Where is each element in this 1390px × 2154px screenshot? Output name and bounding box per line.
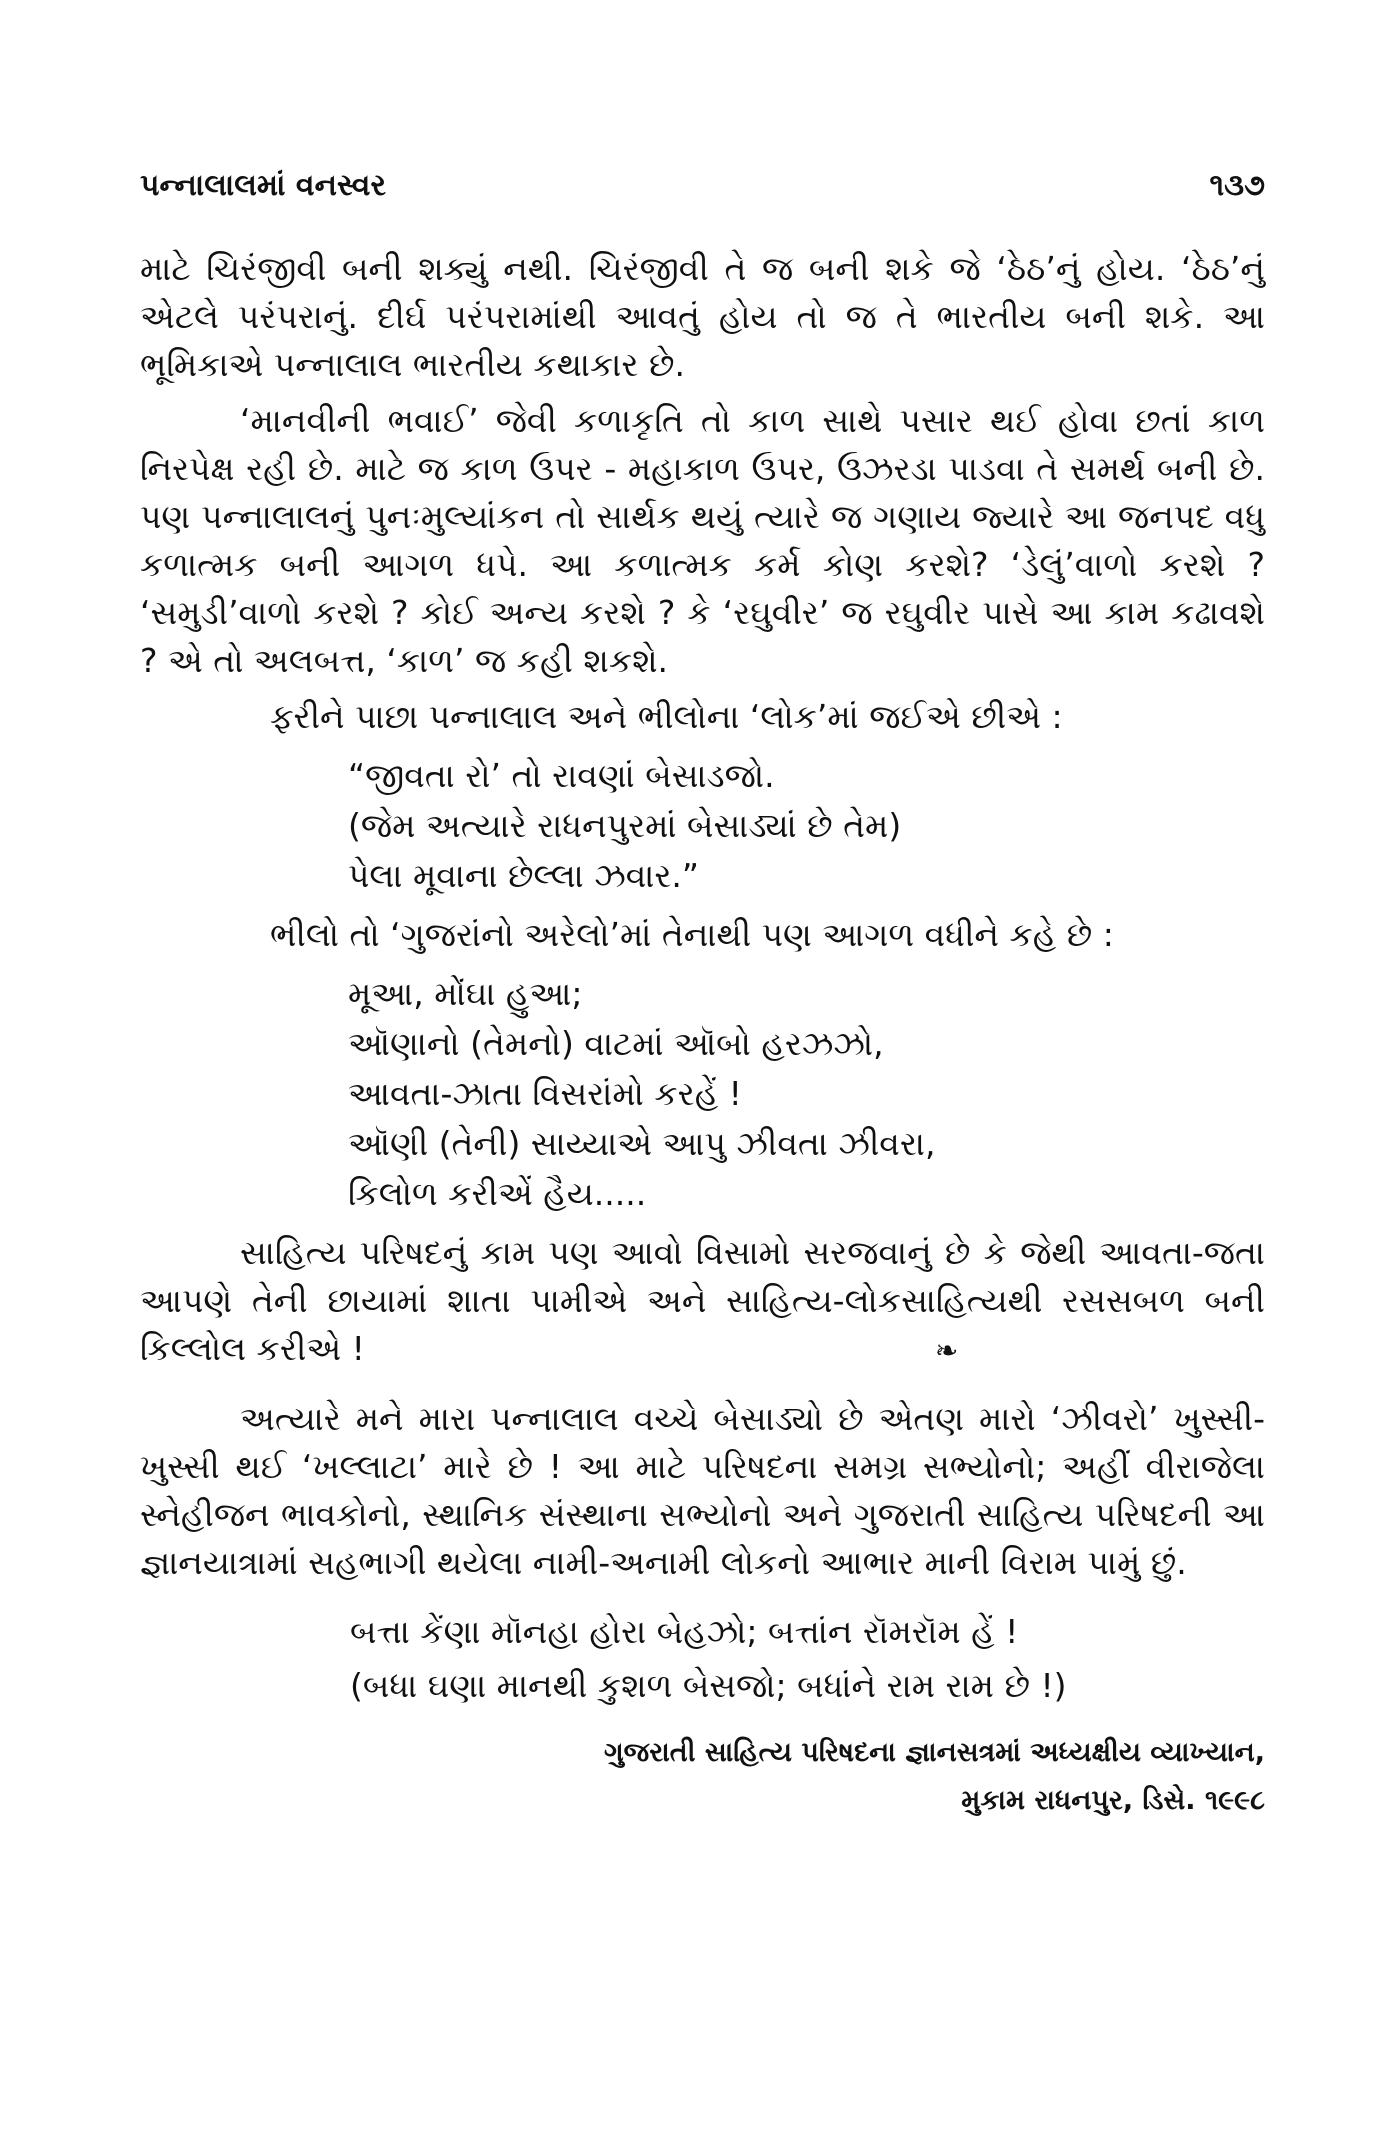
verse-line: આવતા-ઝાતા વિસરાંમો કરહેં ! xyxy=(348,1074,742,1113)
book-page xyxy=(140,0,1265,2154)
verse-line: “જીવતા રો’ તો રાવણાં બેસાડજો. xyxy=(348,756,775,795)
verse-line: પેલા મૂવાના છેલ્લા ઝવાર.” xyxy=(348,856,700,895)
paragraph-1: માટે ચિરંજીવી બની શક્યું નથી. ચિરંજીવી તે જ બની શકે જે ‘ઠેઠ’નું હોય. ‘ઠેઠ’નું એટલે પરંપરાનું. દીર્ઘ પરંપરામાંથી આવતું હોય તો જ તે ભારતીય બની શકે. આ ભૂમિકાએ પન્નાલાલ ભારતીય કથાકાર છે. xyxy=(140,249,1265,384)
closing-line-translation: (બધા ઘણા માનથી કુશળ બેસજો; બધાંને રામ રામ છે !) xyxy=(350,1666,1067,1705)
paragraph-4-lead: ભીલો તો ‘ગુજરાંનો અરેલો’માં તેનાથી પણ આગળ વધીને કહે છે : xyxy=(270,915,1114,954)
closing-verse xyxy=(350,1605,1265,1713)
ornament-icon: ❧ xyxy=(934,1334,959,1367)
verse-line: (જેમ અત્યારે રાધનપુરમાં બેસાડ્યાં છે તેમ) xyxy=(348,806,902,845)
paragraph-2: ‘માનવીની ભવાઈ’ જેવી કળાકૃતિ તો કાળ સાથે પસાર થઈ હોવા છતાં કાળ નિરપેક્ષ રહી છે. માટે જ કાળ ઉપર - મહાકાળ ઉપર, ઉઝરડા પાડવા તે સમર્થ બની છે. પણ પન્નાલાલનું પુનઃમુલ્યાંકન તો સાર્થક થયું ત્યારે જ ગણાય જ્યારે આ જનપદ વધુ કળાત્મક બની આગળ ધપે. આ કળાત્મક કર્મ કોણ કરશે? ‘ડેલું’વાળો કરશે ? ‘સમુડી’વાળો કરશે ? કોઈ અન્ય કરશે ? કે ‘રઘુવીર’ જ રઘુવીર પાસે આ કામ કઢાવશે ? એ તો અલબત્ત, ‘કાળ’ જ કહી શકશે. xyxy=(140,401,1265,680)
signature-line-2: મુકામ રાધનપુર, ડિસે. ૧૯૯૮ xyxy=(961,1785,1265,1816)
page-number: ૧૩૭ xyxy=(1209,168,1265,203)
verse-block-2 xyxy=(348,969,1265,1219)
verse-line: મૂઆ, મોંઘા હુઆ; xyxy=(348,974,583,1013)
page-header xyxy=(140,168,1265,203)
page-body xyxy=(140,245,1265,1825)
paragraph-3-lead: ફરીને પાછા પન્નાલાલ અને ભીલોના ‘લોક’માં જઈએ છીએ : xyxy=(270,697,1063,736)
verse-line: ઑણી (તેની) સાય્યાએ આપુ ઝીવતા ઝીવરા, xyxy=(348,1124,936,1163)
verse-block-1 xyxy=(348,751,1265,901)
paragraph-6: અત્યારે મને મારા પન્નાલાલ વચ્ચે બેસાડ્યો છે એતણ મારો ‘ઝીવરો’ ખુસ્સી-ખુસ્સી થઈ ‘ખલ્લાટા’ મારે છે ! આ માટે પરિષદના સમગ્ર સભ્યોનો; અહીં વીરાજેલા સ્નેહીજન ભાવકોનો, સ્થાનિક સંસ્થાના સભ્યોનો અને ગુજરાતી સાહિત્ય પરિષદની આ જ્ઞાનયાત્રામાં સહભાગી થયેલા નામી-અનામી લોકનો આભાર માની વિરામ પામું છું. xyxy=(140,1399,1265,1582)
paragraph-5 xyxy=(140,1229,1265,1375)
signature-block xyxy=(140,1729,1265,1825)
signature-line-1: ગુજરાતી સાહિત્ય પરિષદના જ્ઞાનસત્રમાં અધ્યક્ષીય વ્યાખ્યાન, xyxy=(603,1737,1265,1768)
running-title: પન્નાલાલમાં વનસ્વર xyxy=(140,168,386,203)
paragraph-5-text: સાહિત્ય પરિષદનું કામ પણ આવો વિસામો સરજવાનું છે કે જેથી આવતા-જતા આપણે તેની છાયામાં શાતા પામીએ અને સાહિત્ય-લોકસાહિત્યથી રસસબળ બની કિલ્લોલ કરીએ ! xyxy=(140,1233,1265,1368)
closing-line-dialect: બત્તા કેંણા મૉનહા હોરા બેહઝો; બત્તાંન રૉમરૉમ હેં ! xyxy=(350,1612,1019,1651)
verse-line: ઑણાનો (તેમનો) વાટમાં ઑબો હરઝઝો, xyxy=(348,1024,884,1063)
verse-line: કિલોળ કરીએં હૈય..... xyxy=(348,1174,647,1213)
